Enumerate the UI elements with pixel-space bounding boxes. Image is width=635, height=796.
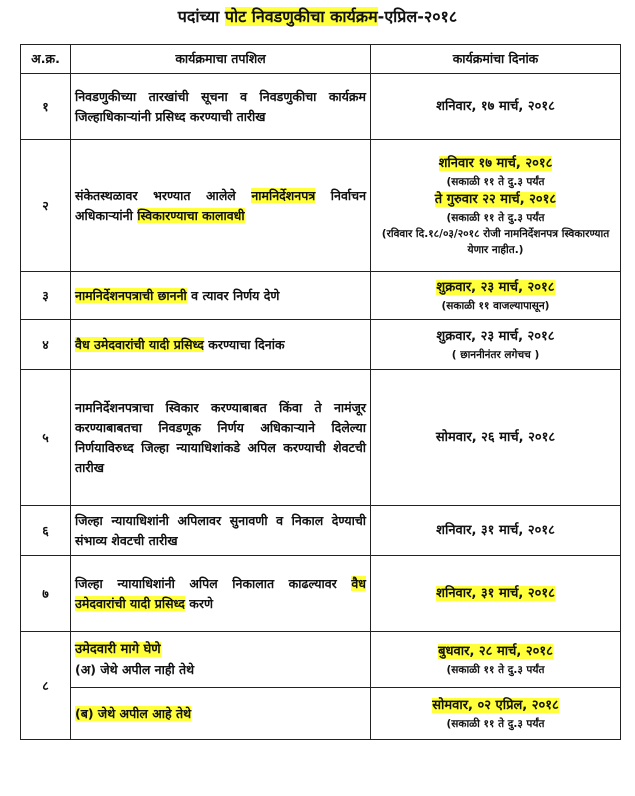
date-highlight: सोमवार, ०२ एप्रिल, २०१८ xyxy=(432,697,559,713)
time-note: (सकाळी ११ ते दु.३ पर्यंत xyxy=(446,211,545,224)
row-serial: ५ xyxy=(21,370,71,506)
row-date xyxy=(371,556,621,632)
row-details: जिल्हा न्यायाधिशांनी अपिल निकालात काढल्यावर वैध उमेदवारांची यादी प्रसिध्द करणे xyxy=(71,556,371,632)
footnote: (रविवार दि.१८/०३/२०१८ रोजी नामनिर्देशनपत्र स्विकारण्यात येणार नाहीत.) xyxy=(381,227,610,256)
time-note: (सकाळी ११ वाजल्यापासून) xyxy=(441,299,550,312)
row-date xyxy=(371,688,621,740)
row-details xyxy=(71,632,371,688)
row-details: नामनिर्देशनपत्राची छाननी व त्यावर निर्णय देणे xyxy=(71,272,371,320)
row-details: जिल्हा न्यायाधिशांनी अपिलावर सुनावणी व निकाल देण्याची संभाव्य शेवटची तारीख xyxy=(71,506,371,556)
row-date: सोमवार, २६ मार्च, २०१८ xyxy=(371,370,621,506)
row-date: शनिवार, १७ मार्च, २०१८ xyxy=(371,74,621,140)
date-highlight: शनिवार १७ मार्च, २०१८ xyxy=(438,155,553,171)
table-row xyxy=(21,272,621,320)
highlight-text: नामनिर्देशनपत्राची छाननी xyxy=(75,287,187,303)
header-date: कार्यक्रमांचा दिनांक xyxy=(371,45,621,74)
header-serial: अ.क्र. xyxy=(21,45,71,74)
sub-item: (अ) जेथे अपील नाही तेथे xyxy=(75,661,195,677)
table-row xyxy=(21,74,621,140)
highlight-text: वैध उमेदवारांची यादी प्रसिध्द xyxy=(75,575,366,611)
row-serial: ८ xyxy=(21,632,71,740)
highlight-text: नामनिर्देशनपत्र xyxy=(251,187,316,203)
row-date xyxy=(371,272,621,320)
highlight-text: उमेदवारी मागे घेणे xyxy=(75,641,161,657)
table-row xyxy=(21,320,621,370)
highlight-text: स्विकारण्याचा कालावधी xyxy=(137,207,245,223)
row-date xyxy=(371,632,621,688)
table-row xyxy=(21,370,621,506)
title-highlight: पोट निवडणुकीचा कार्यक्रम xyxy=(224,7,378,26)
row-serial: ६ xyxy=(21,506,71,556)
schedule-table xyxy=(20,44,621,740)
title-post: -एप्रिल-२०१८ xyxy=(377,7,458,26)
time-note: (सकाळी ११ ते दु.३ पर्यंत xyxy=(446,663,545,676)
time-note: (सकाळी ११ ते दु.३ पर्यंत xyxy=(446,175,545,188)
row-serial: ४ xyxy=(21,320,71,370)
date-highlight: ते गुरुवार २२ मार्च, २०१८ xyxy=(434,191,557,207)
row-date: शनिवार, ३१ मार्च, २०१८ xyxy=(371,506,621,556)
row-serial: १ xyxy=(21,74,71,140)
header-row xyxy=(21,45,621,74)
row-date: शुक्रवार, २३ मार्च, २०१८ ( छाननीनंतर लगेचच ) xyxy=(371,320,621,370)
row-serial: ७ xyxy=(21,556,71,632)
table-row xyxy=(21,506,621,556)
row-serial: २ xyxy=(21,140,71,272)
row-details: निवडणुकीच्या तारखांची सूचना व निवडणुकीचा कार्यक्रम जिल्हाधिकाऱ्यांनी प्रसिध्द करण्याची तारीख xyxy=(71,74,371,140)
row-date xyxy=(371,140,621,272)
title-pre: पदांच्या xyxy=(177,7,220,26)
highlight-text: वैध उमेदवारांची यादी प्रसिध्द xyxy=(75,336,204,352)
row-serial: ३ xyxy=(21,272,71,320)
page-title xyxy=(0,6,635,28)
highlight-text: (ब) जेथे अपील आहे तेथे xyxy=(75,705,192,721)
date-highlight: शुक्रवार, २३ मार्च, २०१८ xyxy=(436,279,555,295)
table-row xyxy=(21,632,621,688)
table-row xyxy=(21,556,621,632)
header-details: कार्यक्रमाचा तपशिल xyxy=(71,45,371,74)
date-highlight: शनिवार, ३१ मार्च, २०१८ xyxy=(436,585,555,601)
row-details: वैध उमेदवारांची यादी प्रसिध्द करण्याचा दिनांक xyxy=(71,320,371,370)
time-note: ( छाननीनंतर लगेचच ) xyxy=(451,348,540,361)
time-note: (सकाळी ११ ते दु.३ पर्यंत xyxy=(446,717,545,730)
table-row xyxy=(21,688,621,740)
row-details: संकेतस्थळावर भरण्यात आलेले नामनिर्देशनपत्र निर्वाचन अधिकाऱ्यांनी स्विकारण्याचा कालावधी xyxy=(71,140,371,272)
date-highlight: बुधवार, २८ मार्च, २०१८ xyxy=(438,643,553,659)
row-details xyxy=(71,688,371,740)
table-row xyxy=(21,140,621,272)
row-details: नामनिर्देशनपत्राचा स्विकार करण्याबाबत किंवा ते नामंजूर करण्याबाबतचा निवडणूक निर्णय अधिकाऱ्याने दिलेल्या निर्णयाविरुध्द जिल्हा न्यायाधिशांकडे अपिल करण्याची शेवटची तारीख xyxy=(71,370,371,506)
